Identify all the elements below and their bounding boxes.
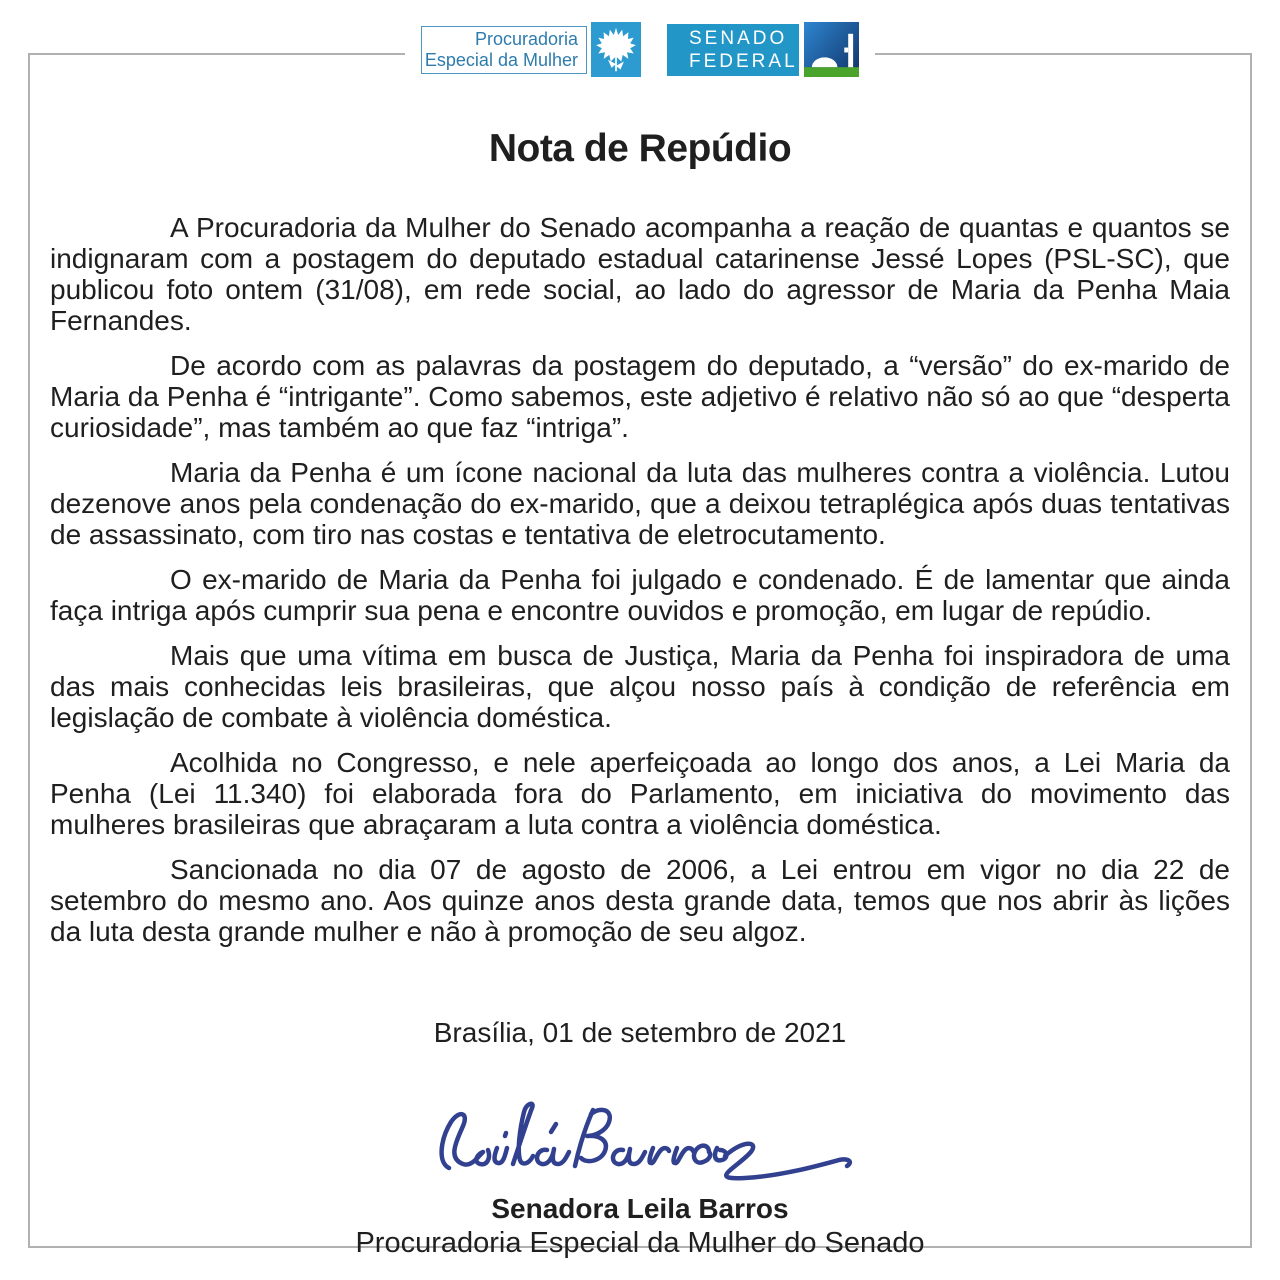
- paragraph: Mais que uma vítima em busca de Justiça, Maria da Penha foi inspiradora de uma das mais conhecidas leis brasileiras, que alçou nosso país à condição de referência em legislação de combate à violência doméstica.: [50, 640, 1230, 733]
- handwritten-signature: [425, 1098, 855, 1190]
- procuradoria-logo-line1: Procuradoria: [474, 28, 578, 49]
- procuradoria-logo-line2: Especial da Mulher: [424, 49, 578, 70]
- header-logo-bar: [405, 18, 875, 81]
- senado-federal-logo: [667, 24, 799, 76]
- document-title: Nota de Repúdio: [488, 127, 792, 170]
- dateline: Brasília, 01 de setembro de 2021: [433, 1017, 847, 1048]
- paragraph: O ex-marido de Maria da Penha foi julgado e condenado. É de lamentar que ainda faça intriga após cumprir sua pena e encontre ouvidos e promoção, em lugar de repúdio.: [50, 564, 1230, 626]
- paragraphs-container: [50, 212, 1230, 947]
- signatory-role: Procuradoria Especial da Mulher do Senado: [355, 1227, 925, 1259]
- document-body: [50, 0, 1230, 1260]
- paragraph: Sancionada no dia 07 de agosto de 2006, a Lei entrou em vigor no dia 22 de setembro do mesmo ano. Aos quinze anos desta grande data, temos que nos abrir às lições da luta desta grande mulher e não à promoção de seu algoz.: [50, 854, 1230, 947]
- paragraph: De acordo com as palavras da postagem do deputado, a “versão” do ex-marido de Maria da Penha é “intrigante”. Como sabemos, este adjetivo é relativo não só ao que “desperta curiosidade”, mas também ao que faz “intriga”.: [50, 350, 1230, 443]
- procuradoria-logo: [421, 26, 587, 74]
- signatory-name: Senadora Leila Barros: [491, 1193, 789, 1224]
- senado-logo-line1: SENADO: [689, 27, 788, 49]
- paragraph: Acolhida no Congresso, e nele aperfeiçoada ao longo dos anos, a Lei Maria da Penha (Lei 11.340) foi elaborada fora do Parlamento, em iniciativa do movimento das mulheres brasileiras que abraçaram a luta contra a violência doméstica.: [50, 747, 1230, 840]
- senado-logo-line2: FEDERAL: [689, 50, 798, 72]
- paragraph: A Procuradoria da Mulher do Senado acompanha a reação de quantas e quantos se indignaram com a postagem do deputado estadual catarinense Jessé Lopes (PSL-SC), que publicou foto ontem (31/08), em rede social, ao lado do agressor de Maria da Penha Maia Fernandes.: [50, 212, 1230, 336]
- carnation-flower-icon: [591, 22, 641, 77]
- paragraph: Maria da Penha é um ícone nacional da luta das mulheres contra a violência. Lutou dezenove anos pela condenação do ex-marido, que a deixou tetraplégica após duas tentativas de assassinato, com tiro nas costas e tentativa de eletrocutamento.: [50, 457, 1230, 550]
- congress-building-icon: [804, 22, 859, 77]
